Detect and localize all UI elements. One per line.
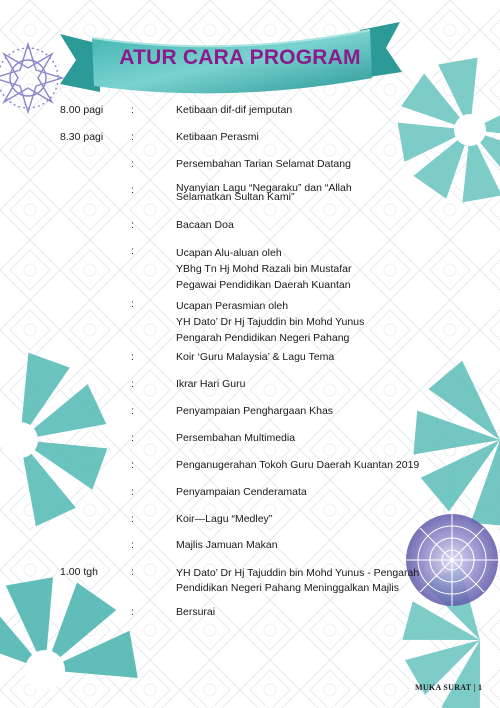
schedule-description-line: Selamatkan Sultan Kami” [176,191,295,203]
separator: : [131,298,134,310]
page-title: ATUR CARA PROGRAM [119,46,361,69]
schedule-description: Bersurai [176,606,216,618]
page-number: 1 [477,683,483,692]
separator: : [131,351,134,363]
separator: : [131,539,134,551]
schedule-description: Koir—Lagu “Medley” [176,513,273,525]
separator: : [131,432,134,444]
schedule-description: Penganugerahan Tokoh Guru Daerah Kuantan 2019 [176,459,420,471]
schedule-description: Ketibaan Perasmi [176,131,259,143]
schedule-description: Penyampaian Cenderamata [176,486,307,498]
schedule-time: 8.30 pagi [60,131,104,143]
footer-divider: | [473,683,476,692]
separator: : [131,184,134,196]
schedule-description: Ikrar Hari Guru [176,378,246,390]
page-footer [415,683,482,692]
schedule-description: Ucapan Perasmian oleh [176,300,289,312]
schedule-description-line: Pengarah Pendidikan Negeri Pahang [176,332,350,344]
separator: : [131,245,134,257]
schedule-description: Ketibaan dif-dif jemputan [176,104,293,116]
schedule-description: YH Dato’ Dr Hj Tajuddin bin Mohd Yunus - Pengarah [176,567,420,579]
separator: : [131,459,134,471]
separator: : [131,158,134,170]
schedule-description-line: YH Dato’ Dr Hj Tajuddin bin Mohd Yunus [176,316,365,328]
schedule-time: 8.00 pagi [60,104,104,116]
separator: : [131,606,134,618]
schedule-description: Nyanyian Lagu “Negaraku” dan “Allah [176,182,352,194]
footer-label: MUKA SURAT [415,683,472,692]
separator: : [131,513,134,525]
schedule-description: Majlis Jamuan Makan [176,539,278,551]
schedule-description: Bacaan Doa [176,219,234,231]
schedule-description-line: Pendidikan Negeri Pahang Meninggalkan Majlis [176,582,399,594]
separator: : [131,104,134,116]
separator: : [131,378,134,390]
schedule-description: Persembahan Tarian Selamat Datang [176,158,351,170]
separator: : [131,131,134,143]
separator: : [131,219,134,231]
schedule-description: Ucapan Alu-aluan oleh [176,247,282,259]
separator: : [131,405,134,417]
schedule-description: Koir ‘Guru Malaysia’ & Lagu Tema [176,351,335,363]
separator: : [131,566,134,578]
schedule-description: Penyampaian Penghargaan Khas [176,405,334,417]
separator: : [131,486,134,498]
schedule-description: Persembahan Multimedia [176,432,296,444]
schedule-description-line: Pegawai Pendidikan Daerah Kuantan [176,279,351,291]
schedule-description-line: YBhg Tn Hj Mohd Razali bin Mustafar [176,263,352,275]
schedule-time: 1.00 tgh [60,566,98,578]
